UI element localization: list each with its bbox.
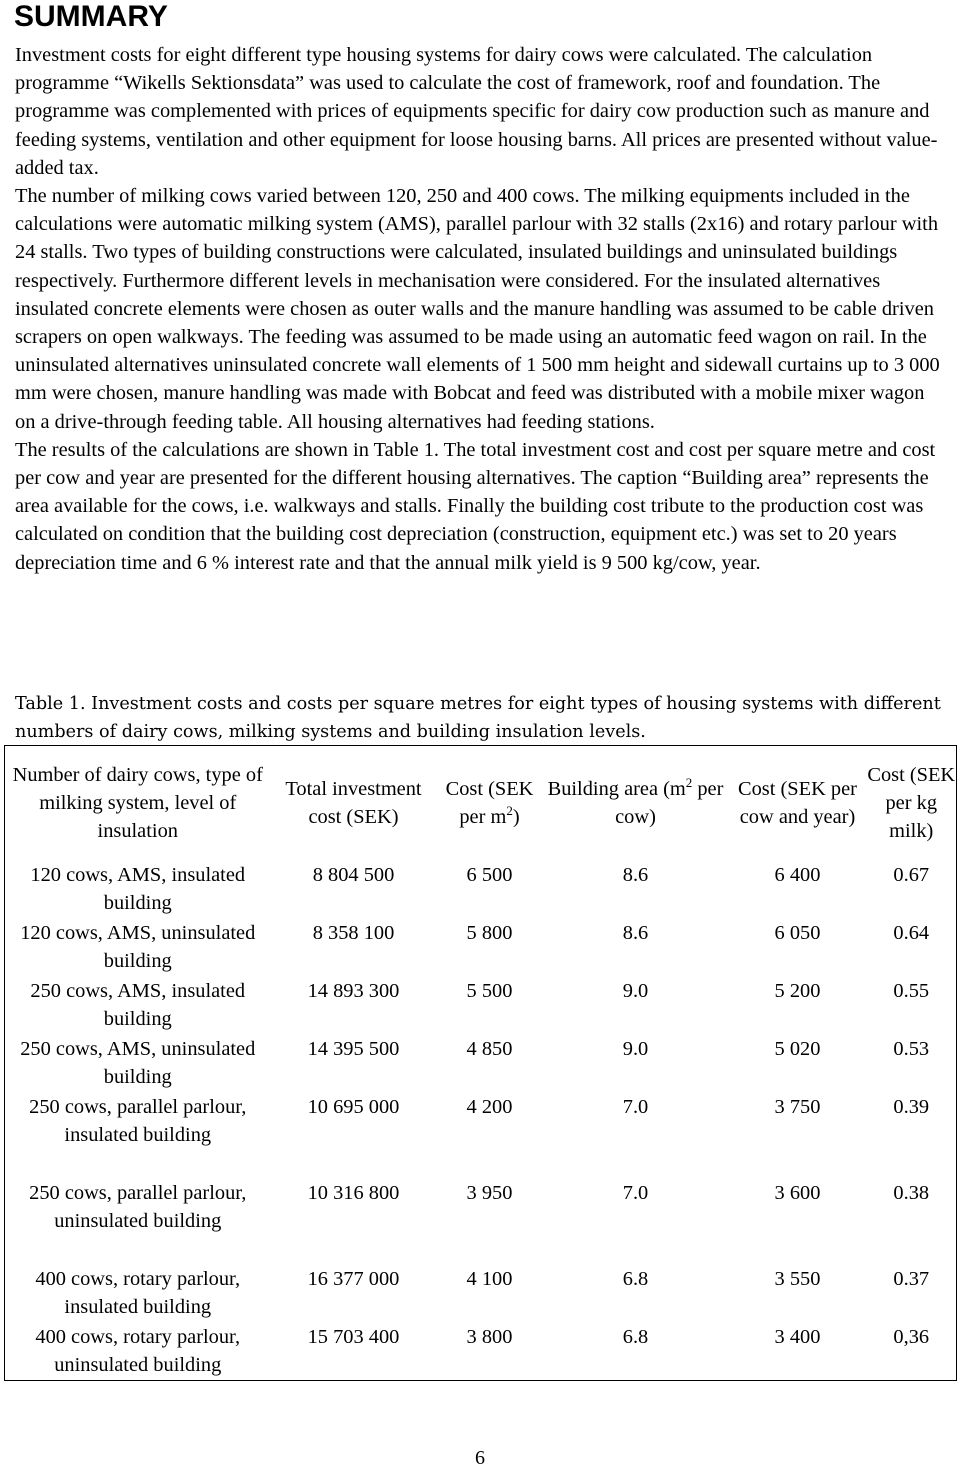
building-area-cell: 6.8	[622, 1268, 649, 1290]
cost-per-kg-cell: 0.55	[893, 980, 930, 1002]
building-area-cell: 7.0	[622, 1182, 649, 1204]
cost-per-cow-cell: 3 750	[774, 1096, 821, 1118]
cost-per-cow-cell: 3 400	[774, 1326, 821, 1348]
cost-per-kg-cell: 0.67	[893, 864, 930, 886]
cost-per-cow-cell: 3 600	[774, 1182, 821, 1204]
table-row	[5, 1034, 957, 1092]
page-number: 6	[475, 1447, 485, 1469]
header-cost-per-kg-milk: Cost (SEK per kg milk)	[867, 764, 956, 842]
cost-per-kg-cell: 0,36	[893, 1326, 930, 1348]
total-investment-cell: 14 893 300	[307, 980, 400, 1002]
cost-per-cow-cell: 6 050	[774, 922, 821, 944]
building-area-cell: 9.0	[622, 1038, 649, 1060]
header-total-investment: Total investment cost (SEK)	[285, 778, 422, 828]
total-investment-cell: 10 316 800	[307, 1182, 400, 1204]
total-investment-cell: 8 804 500	[312, 864, 395, 886]
total-investment-cell: 16 377 000	[307, 1268, 400, 1290]
investment-cost-table	[4, 745, 957, 1381]
header-building-area: Building area ($m^2$ per cow)	[547, 775, 724, 828]
cost-per-kg-cell: 0.64	[893, 922, 930, 944]
building-area-cell: 6.8	[622, 1326, 649, 1348]
table-row	[5, 1264, 957, 1322]
row-label: 120 cows, AMS, insulated building	[30, 864, 246, 914]
row-label: 120 cows, AMS, uninsulated building	[20, 922, 256, 972]
table-row	[5, 1178, 957, 1264]
summary-paragraph-3: The results of the calculations are shown in Table 1. The total investment cost and cost per square metre and cost per cow and year are presented for the different housing alternatives. The caption “Building area” represents the area available for the cows, i.e. walkways and stalls. Finally the building cost tribute to the production cost was calculated on condition that the building cost depreciation (construction, equipment etc.) was set to 20 years depreciation time and 6 % interest rate and that the annual milk yield is 9 500 kg/cow, year.	[15, 438, 936, 574]
total-investment-cell: 14 395 500	[307, 1038, 400, 1060]
table-row	[5, 976, 957, 1034]
row-label: 400 cows, rotary parlour, uninsulated building	[35, 1326, 241, 1376]
table-caption: Table 1. Investment costs and costs per square metres for eight types of housing systems with different numbers of dairy cows, milking systems and building insulation levels.	[15, 694, 941, 742]
total-investment-cell: 15 703 400	[307, 1326, 400, 1348]
cost-per-kg-cell: 0.53	[893, 1038, 930, 1060]
table-row	[5, 860, 957, 918]
header-housing-type: Number of dairy cows, type of milking system, level of insulation	[12, 764, 263, 842]
header-cost-per-m2: Cost (SEK per $m^2$)	[445, 778, 534, 828]
table-row	[5, 1322, 957, 1380]
summary-text	[15, 41, 945, 577]
building-area-cell: 7.0	[622, 1096, 649, 1118]
building-area-cell: 8.6	[622, 864, 649, 886]
cost-per-m2-cell: 5 800	[466, 922, 513, 944]
section-heading: SUMMARY	[14, 0, 168, 33]
summary-paragraph-1: Investment costs for eight different type housing systems for dairy cows were calculated. The calculation programme “Wikells Sektionsdata” was used to calculate the cost of framework, roof and foundation. The programme was complemented with prices of equipments specific for dairy cow production such as manure and feeding systems, ventilation and other equipment for loose housing barns. All prices are presented without value-added tax.	[15, 44, 938, 179]
cost-per-m2-cell: 3 950	[466, 1182, 513, 1204]
cost-per-m2-cell: 5 500	[466, 980, 513, 1002]
cost-per-cow-cell: 3 550	[774, 1268, 821, 1290]
row-label: 250 cows, AMS, uninsulated building	[20, 1038, 256, 1088]
cost-per-kg-cell: 0.39	[893, 1096, 930, 1118]
cost-per-m2-cell: 4 200	[466, 1096, 513, 1118]
building-area-cell: 9.0	[622, 980, 649, 1002]
cost-per-kg-cell: 0.38	[893, 1182, 930, 1204]
cost-per-kg-cell: 0.37	[893, 1268, 930, 1290]
row-label: 400 cows, rotary parlour, insulated building	[35, 1268, 241, 1318]
row-label: 250 cows, parallel parlour, uninsulated building	[29, 1182, 247, 1232]
total-investment-cell: 10 695 000	[307, 1096, 400, 1118]
row-label: 250 cows, AMS, insulated building	[30, 980, 246, 1030]
header-cost-per-cow: Cost (SEK per cow and year)	[738, 778, 857, 828]
table-row	[5, 918, 957, 976]
row-label: 250 cows, parallel parlour, insulated building	[29, 1096, 247, 1146]
cost-per-m2-cell: 4 100	[466, 1268, 513, 1290]
table-header-row	[5, 746, 957, 861]
building-area-cell: 8.6	[622, 922, 649, 944]
cost-per-m2-cell: 6 500	[466, 864, 513, 886]
cost-per-cow-cell: 6 400	[774, 864, 821, 886]
summary-paragraph-2: The number of milking cows varied between 120, 250 and 400 cows. The milking equipments included in the calculations were automatic milking system (AMS), parallel parlour with 32 stalls (2x16) and rotary parlour with 24 stalls. Two types of building constructions were calculated, insulated buildings and uninsulated buildings respectively. Furthermore different levels in mechanisation were considered. For the insulated alternatives insulated concrete elements were chosen as outer walls and the manure handling was assumed to be cable driven scrapers on open walkways. The feeding was assumed to be made using an automatic feed wagon on rail. In the uninsulated alternatives uninsulated concrete wall elements of 1 500 mm height and sidewall curtains up to 3 000 mm were chosen, manure handling was made with Bobcat and feed was distributed with a mobile mixer wagon on a drive-through feeding table. All housing alternatives had feeding stations.	[15, 185, 940, 433]
cost-per-m2-cell: 4 850	[466, 1038, 513, 1060]
table-row	[5, 1092, 957, 1178]
cost-per-cow-cell: 5 200	[774, 980, 821, 1002]
total-investment-cell: 8 358 100	[312, 922, 395, 944]
cost-per-m2-cell: 3 800	[466, 1326, 513, 1348]
cost-per-cow-cell: 5 020	[774, 1038, 821, 1060]
